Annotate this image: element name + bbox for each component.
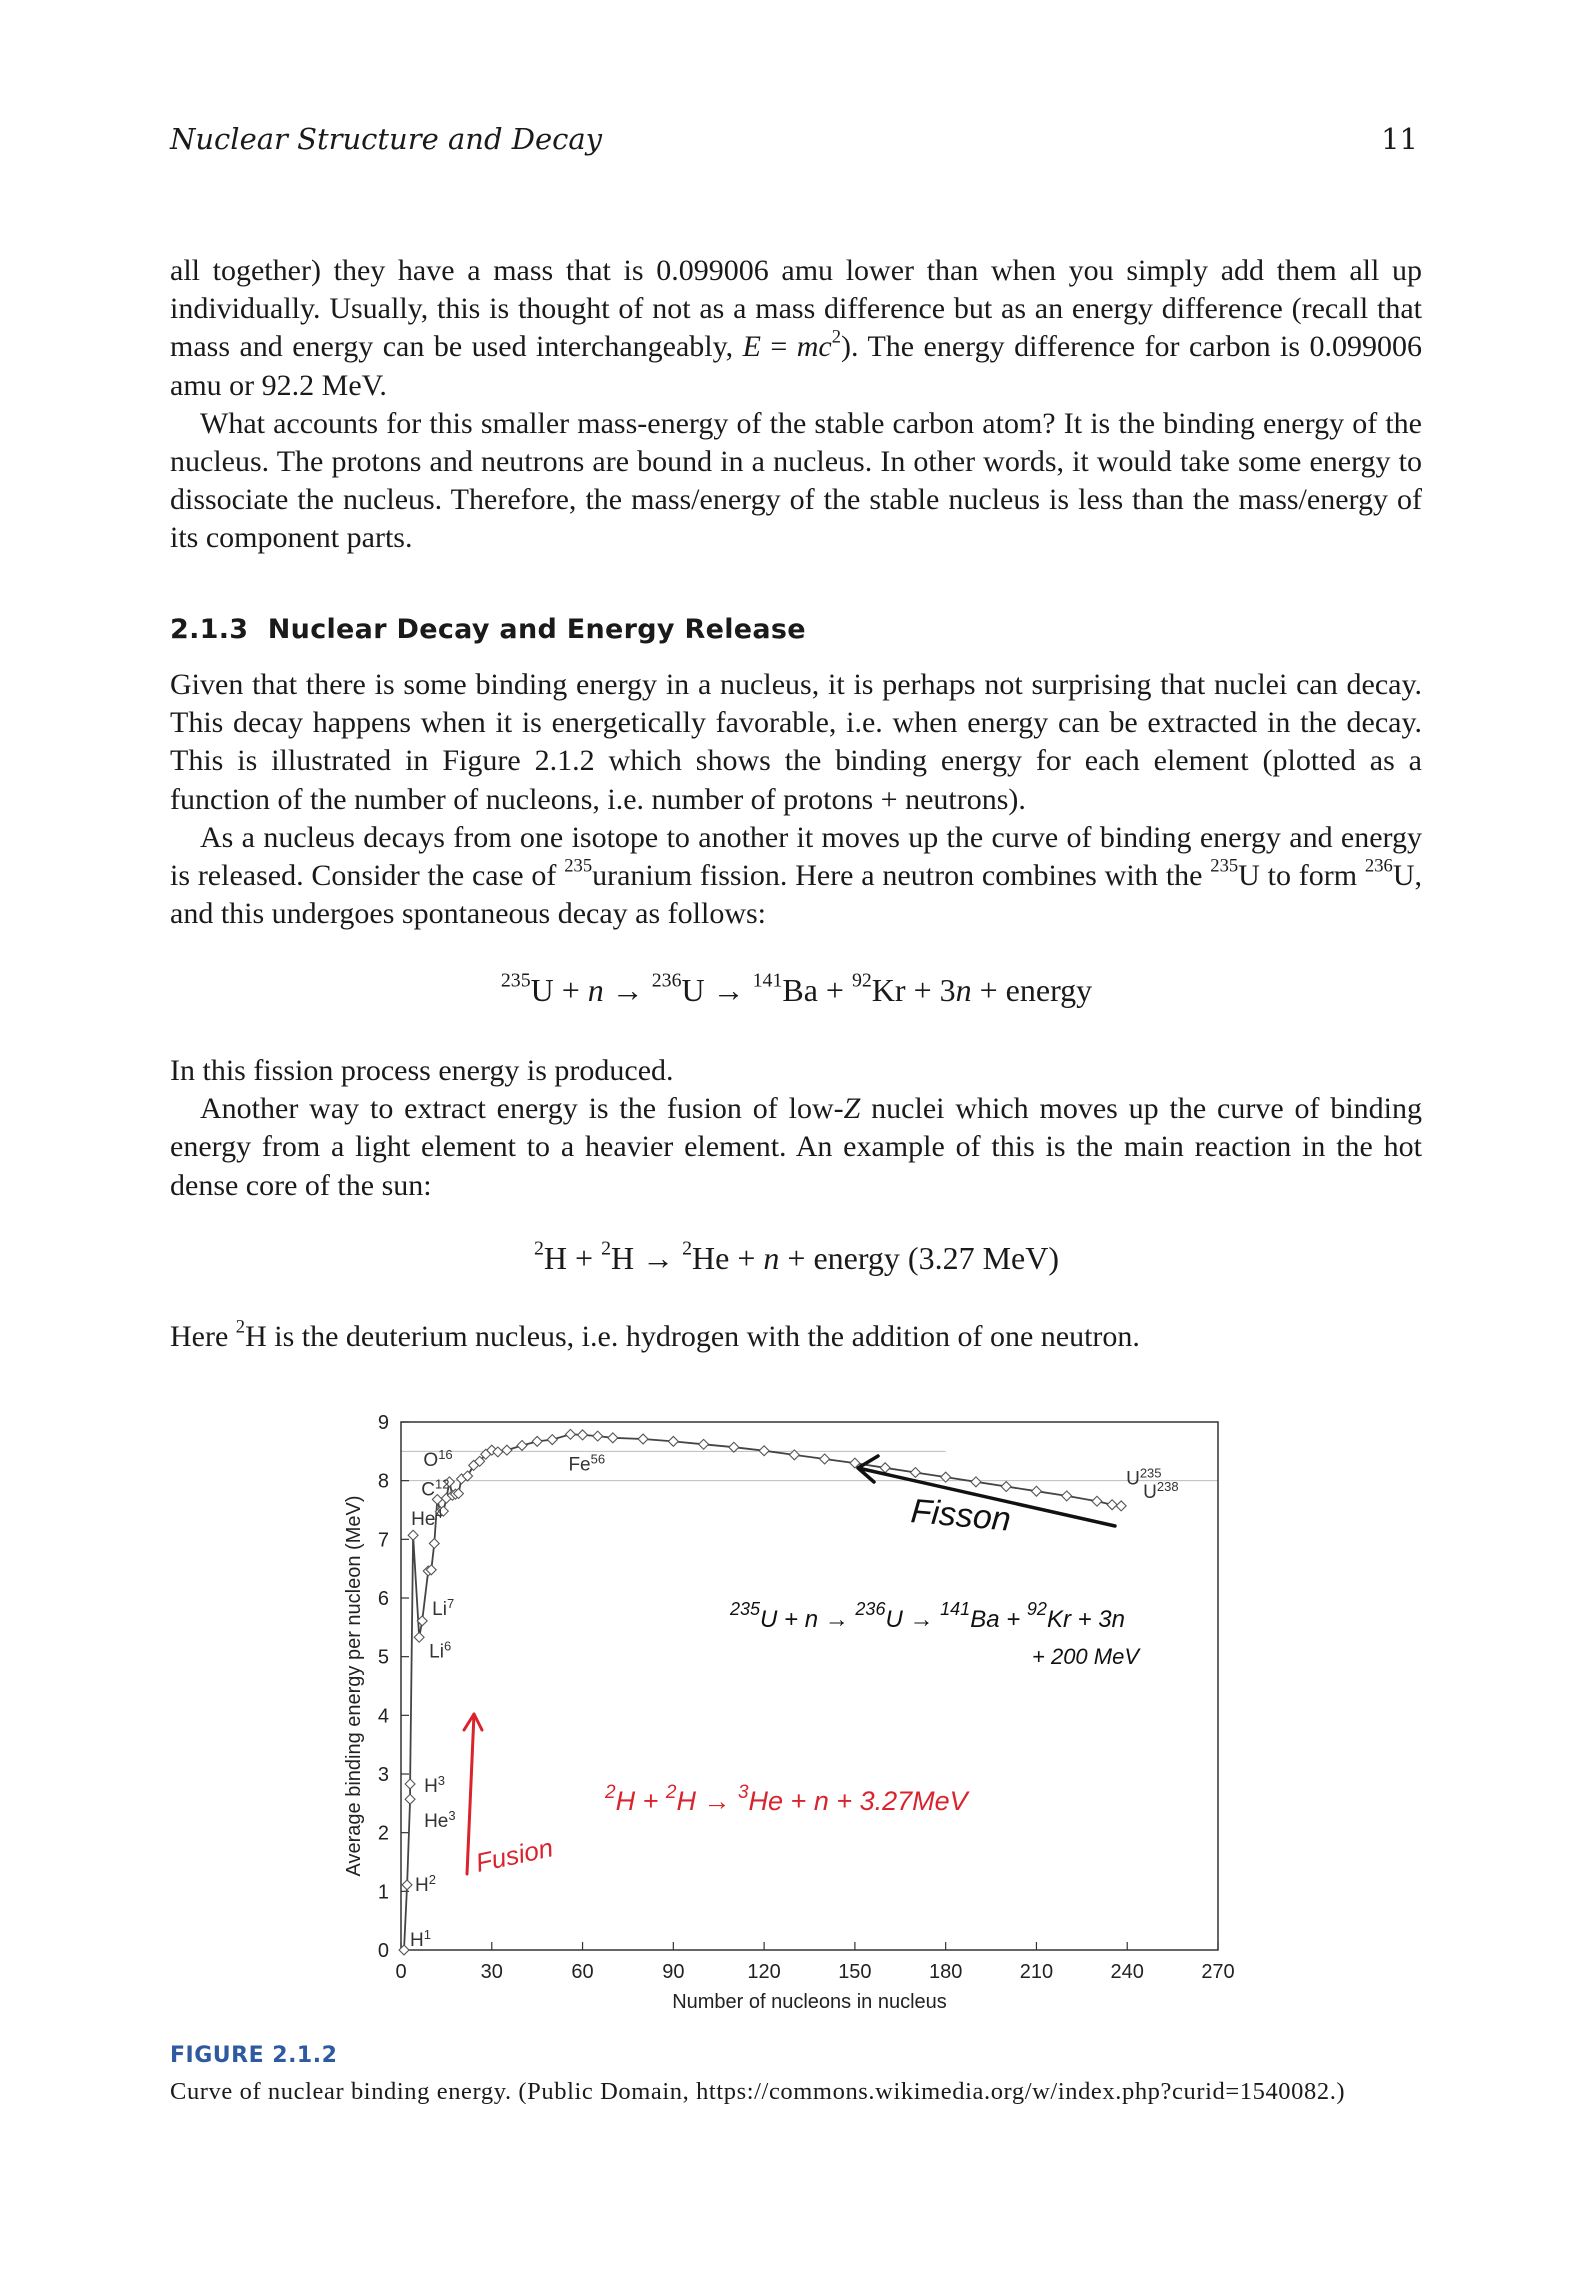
data-point (402, 1880, 412, 1890)
x-tick-label: 240 (1110, 1961, 1144, 1983)
y-tick-label: 4 (377, 1705, 389, 1728)
x-tick-label: 90 (662, 1961, 685, 1983)
fission-label: Fisson (909, 1492, 1013, 1539)
isotope-label-h2: $H^2$ (415, 1871, 437, 1896)
data-point (547, 1435, 557, 1445)
isotope-label-he3: He$^3$ (424, 1808, 456, 1833)
data-point (1031, 1486, 1041, 1496)
y-tick-label: 3 (377, 1764, 389, 1786)
paragraph-binding-energy: What accounts for this smaller mass-energy of the stable carbon atom? It is the binding energy of the nucleus. The protons and neutrons are bound in a nucleus. In other words, it would take some energy to dissociate the nucleus. Therefore, the mass/energy of the stable nucleus is less than the mass/energy of its component parts. (170, 406, 1422, 555)
data-point (566, 1429, 576, 1439)
y-tick-label: 6 (377, 1588, 389, 1610)
grid-layer (401, 1451, 1218, 1480)
y-tick-label: 7 (377, 1529, 389, 1552)
data-point (502, 1445, 512, 1455)
fission-energy-label: + 200 MeV (1032, 1644, 1140, 1669)
data-point (971, 1477, 981, 1487)
isotope-label-u238: $U^{238}$ (1143, 1478, 1179, 1503)
data-point (405, 1794, 415, 1804)
marker-layer (399, 1429, 1126, 1955)
x-tick-label: 60 (571, 1961, 594, 1983)
isotope-label-li6: Li$^6$ (429, 1638, 452, 1663)
figure-caption: Curve of nuclear binding energy. (Public Domain, https://commons.wikimedia.org/w/index.php?curid=1540082.) (170, 2078, 1346, 2105)
binding-energy-chart (330, 1402, 1260, 2022)
data-point (1107, 1500, 1117, 1510)
y-tick-label: 9 (377, 1412, 389, 1434)
body-text-decay (170, 666, 1422, 933)
data-point (759, 1446, 769, 1456)
x-tick-label: 180 (928, 1961, 963, 1983)
isotope-label-o16: $O^{16}$ (423, 1446, 453, 1471)
data-point (593, 1431, 603, 1441)
fusion-label: Fusion (473, 1832, 556, 1878)
paragraph-fission-energy: In this fission process energy is produced. (170, 1054, 674, 1087)
data-point (405, 1779, 415, 1789)
data-point (408, 1530, 418, 1540)
y-tick-label: 2 (377, 1822, 389, 1845)
binding-energy-curve (404, 1434, 1121, 1950)
data-point (668, 1436, 678, 1446)
x-tick-label: 0 (395, 1961, 407, 1983)
body-text-top (170, 252, 1422, 558)
isotope-label-c12: $C^{12}$ (421, 1476, 450, 1501)
paragraph-fusion: Another way to extract energy is the fusion of low-Z nuclei which moves up the curve of binding energy from a light element to a heavier element. An example of this is the main reaction in the hot dense core of the sun: (170, 1092, 1423, 1202)
data-point (517, 1441, 527, 1451)
isotope-label-he4: He$^4$ (411, 1506, 443, 1531)
y-axis-label: Average binding energy per nucleon (MeV) (343, 1495, 365, 1877)
x-tick-label: 150 (838, 1961, 872, 1983)
data-point (1092, 1496, 1102, 1506)
paragraph-uranium-fission: As a nucleus decays from one isotope to another it moves up the curve of binding energy and energy is released. Consider the case of $^{235}$uranium fission. Here a neutron combines with the $^{235}$U to form $^{236}$U, and this undergoes spontaneous decay as follows: (170, 820, 1422, 931)
data-point (608, 1433, 618, 1443)
isotope-label-li7: Li$^7$ (432, 1595, 455, 1620)
x-tick-label: 30 (480, 1961, 503, 1983)
page-number: 11 (1381, 122, 1418, 156)
fusion-equation: $^2$H + $^2$H → $^2$He + n + energy (3.27 MeV) (534, 1237, 1059, 1276)
data-point (1001, 1482, 1011, 1492)
data-point (729, 1442, 739, 1452)
isotope-label-h1: $H^1$ (410, 1927, 431, 1951)
data-point (414, 1632, 424, 1642)
paragraph-mass-difference: all together) they have a mass that is 0.099006 amu lower than when you simply add them all up individually. Usually, this is thought of not as a mass difference but as an energy difference (recall that mass and energy can be used interchangeably, $E = mc^2$). The energy difference for carbon is 0.099006 amu or 92.2 MeV. (170, 254, 1422, 402)
figure-label: FIGURE 2.1.2 (170, 2043, 338, 2068)
y-tick-label: 8 (377, 1470, 389, 1493)
data-point (880, 1463, 890, 1473)
isotope-label-u235: $U^{235}$ (1126, 1465, 1162, 1490)
fission-handwritten-equation: $^{235}$U + n → $^{236}$U → $^{141}$Ba + $^{92}$Kr + 3n (730, 1599, 1125, 1633)
x-tick-label: 270 (1201, 1961, 1235, 1983)
isotope-label-h3: $H^3$ (424, 1772, 446, 1797)
data-point (1062, 1491, 1072, 1501)
data-point (429, 1538, 439, 1548)
data-point (578, 1430, 588, 1440)
tick-layer (378, 1412, 1235, 1983)
section-heading: 2.1.3 Nuclear Decay and Energy Release (170, 614, 806, 645)
fission-equation: $^{235}$U + n → $^{236}$U → $^{141}$Ba + $^{92}$Kr + 3n + energy (500, 969, 1093, 1008)
x-tick-label: 120 (747, 1961, 781, 1983)
body-text-deuterium (170, 1318, 1422, 1356)
x-tick-label: 210 (1019, 1961, 1054, 1983)
data-point (532, 1436, 542, 1446)
data-point (699, 1439, 709, 1449)
data-point (820, 1454, 830, 1464)
isotope-label-fe56: Fe$^{56}$ (568, 1451, 606, 1476)
data-point (910, 1468, 920, 1478)
paragraph-decay-intro: Given that there is some binding energy in a nucleus, it is perhaps not surprising that nuclei can decay. This decay happens when it is energetically favorable, i.e. when energy can be extracted in the decay. This is illustrated in Figure 2.1.2 which shows the binding energy for each element (plotted as a function of the number of nucleons, i.e. number of protons + neutrons). (170, 668, 1422, 816)
y-tick-label: 1 (377, 1881, 389, 1904)
x-axis-label: Number of nucleons in nucleus (672, 1991, 947, 2013)
data-point (1116, 1501, 1126, 1511)
y-tick-label: 0 (377, 1940, 389, 1962)
running-title: Nuclear Structure and Decay (170, 122, 603, 156)
body-text-fusion (170, 1052, 1422, 1205)
fusion-handwritten-equation: $^2$H + $^2$H → $^3$He + n + 3.27MeV (605, 1782, 968, 1816)
paragraph-deuterium: Here $^2$H is the deuterium nucleus, i.e. hydrogen with the addition of one neutron. (170, 1316, 1140, 1353)
data-point (638, 1434, 648, 1444)
handwritten-annotations (464, 1456, 1141, 1878)
y-tick-label: 5 (377, 1646, 389, 1669)
isotope-label-layer (410, 1447, 1179, 1951)
